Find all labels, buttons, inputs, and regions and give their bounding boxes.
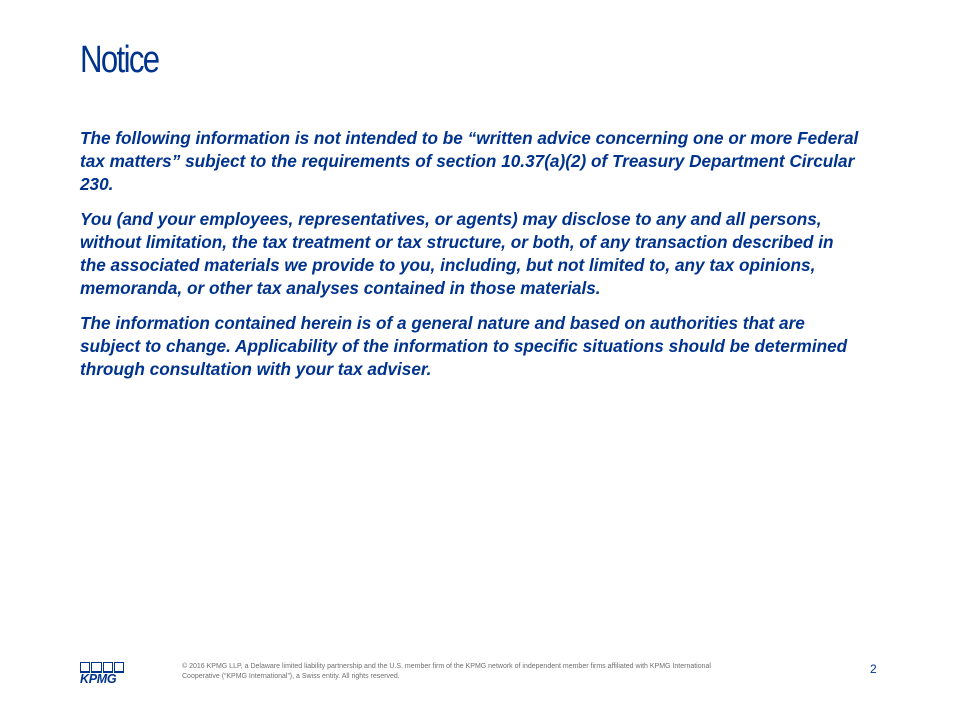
copyright-line-1: © 2016 KPMG LLP, a Delaware limited liability partnership and the U.S. member firm of the KPMG network of independent member firms affiliated with KPMG International — [182, 663, 711, 670]
copyright-line-2: Cooperative (“KPMG International”), a Swiss entity. All rights reserved. — [182, 673, 400, 680]
copyright-notice — [182, 662, 812, 682]
slide-title: Notice — [80, 39, 159, 81]
paragraph-disclosure: You (and your employees, representatives, or agents) may disclose to any and all persons, without limitation, the tax treatment or tax structure, or both, of any transaction described in the associated materials we provide to you, including, but not limited to, any tax opinions, memoranda, or other tax analyses contained in those materials. — [80, 209, 834, 298]
paragraph-general-nature: The information contained herein is of a general nature and based on authorities that are subject to change. Applicability of the information to specific situations should be determined through consultation with your tax adviser. — [80, 313, 848, 379]
paragraph-written-advice: The following information is not intended to be “written advice concerning one or more Federal tax matters” subject to the requirements of section 10.37(a)(2) of Treasury Department Circular 230. — [80, 128, 859, 194]
logo-wordmark: KPMG — [80, 672, 117, 686]
footer — [0, 656, 960, 696]
page-number: 2 — [870, 662, 877, 676]
kpmg-logo — [80, 662, 124, 688]
notice-body — [80, 127, 860, 393]
